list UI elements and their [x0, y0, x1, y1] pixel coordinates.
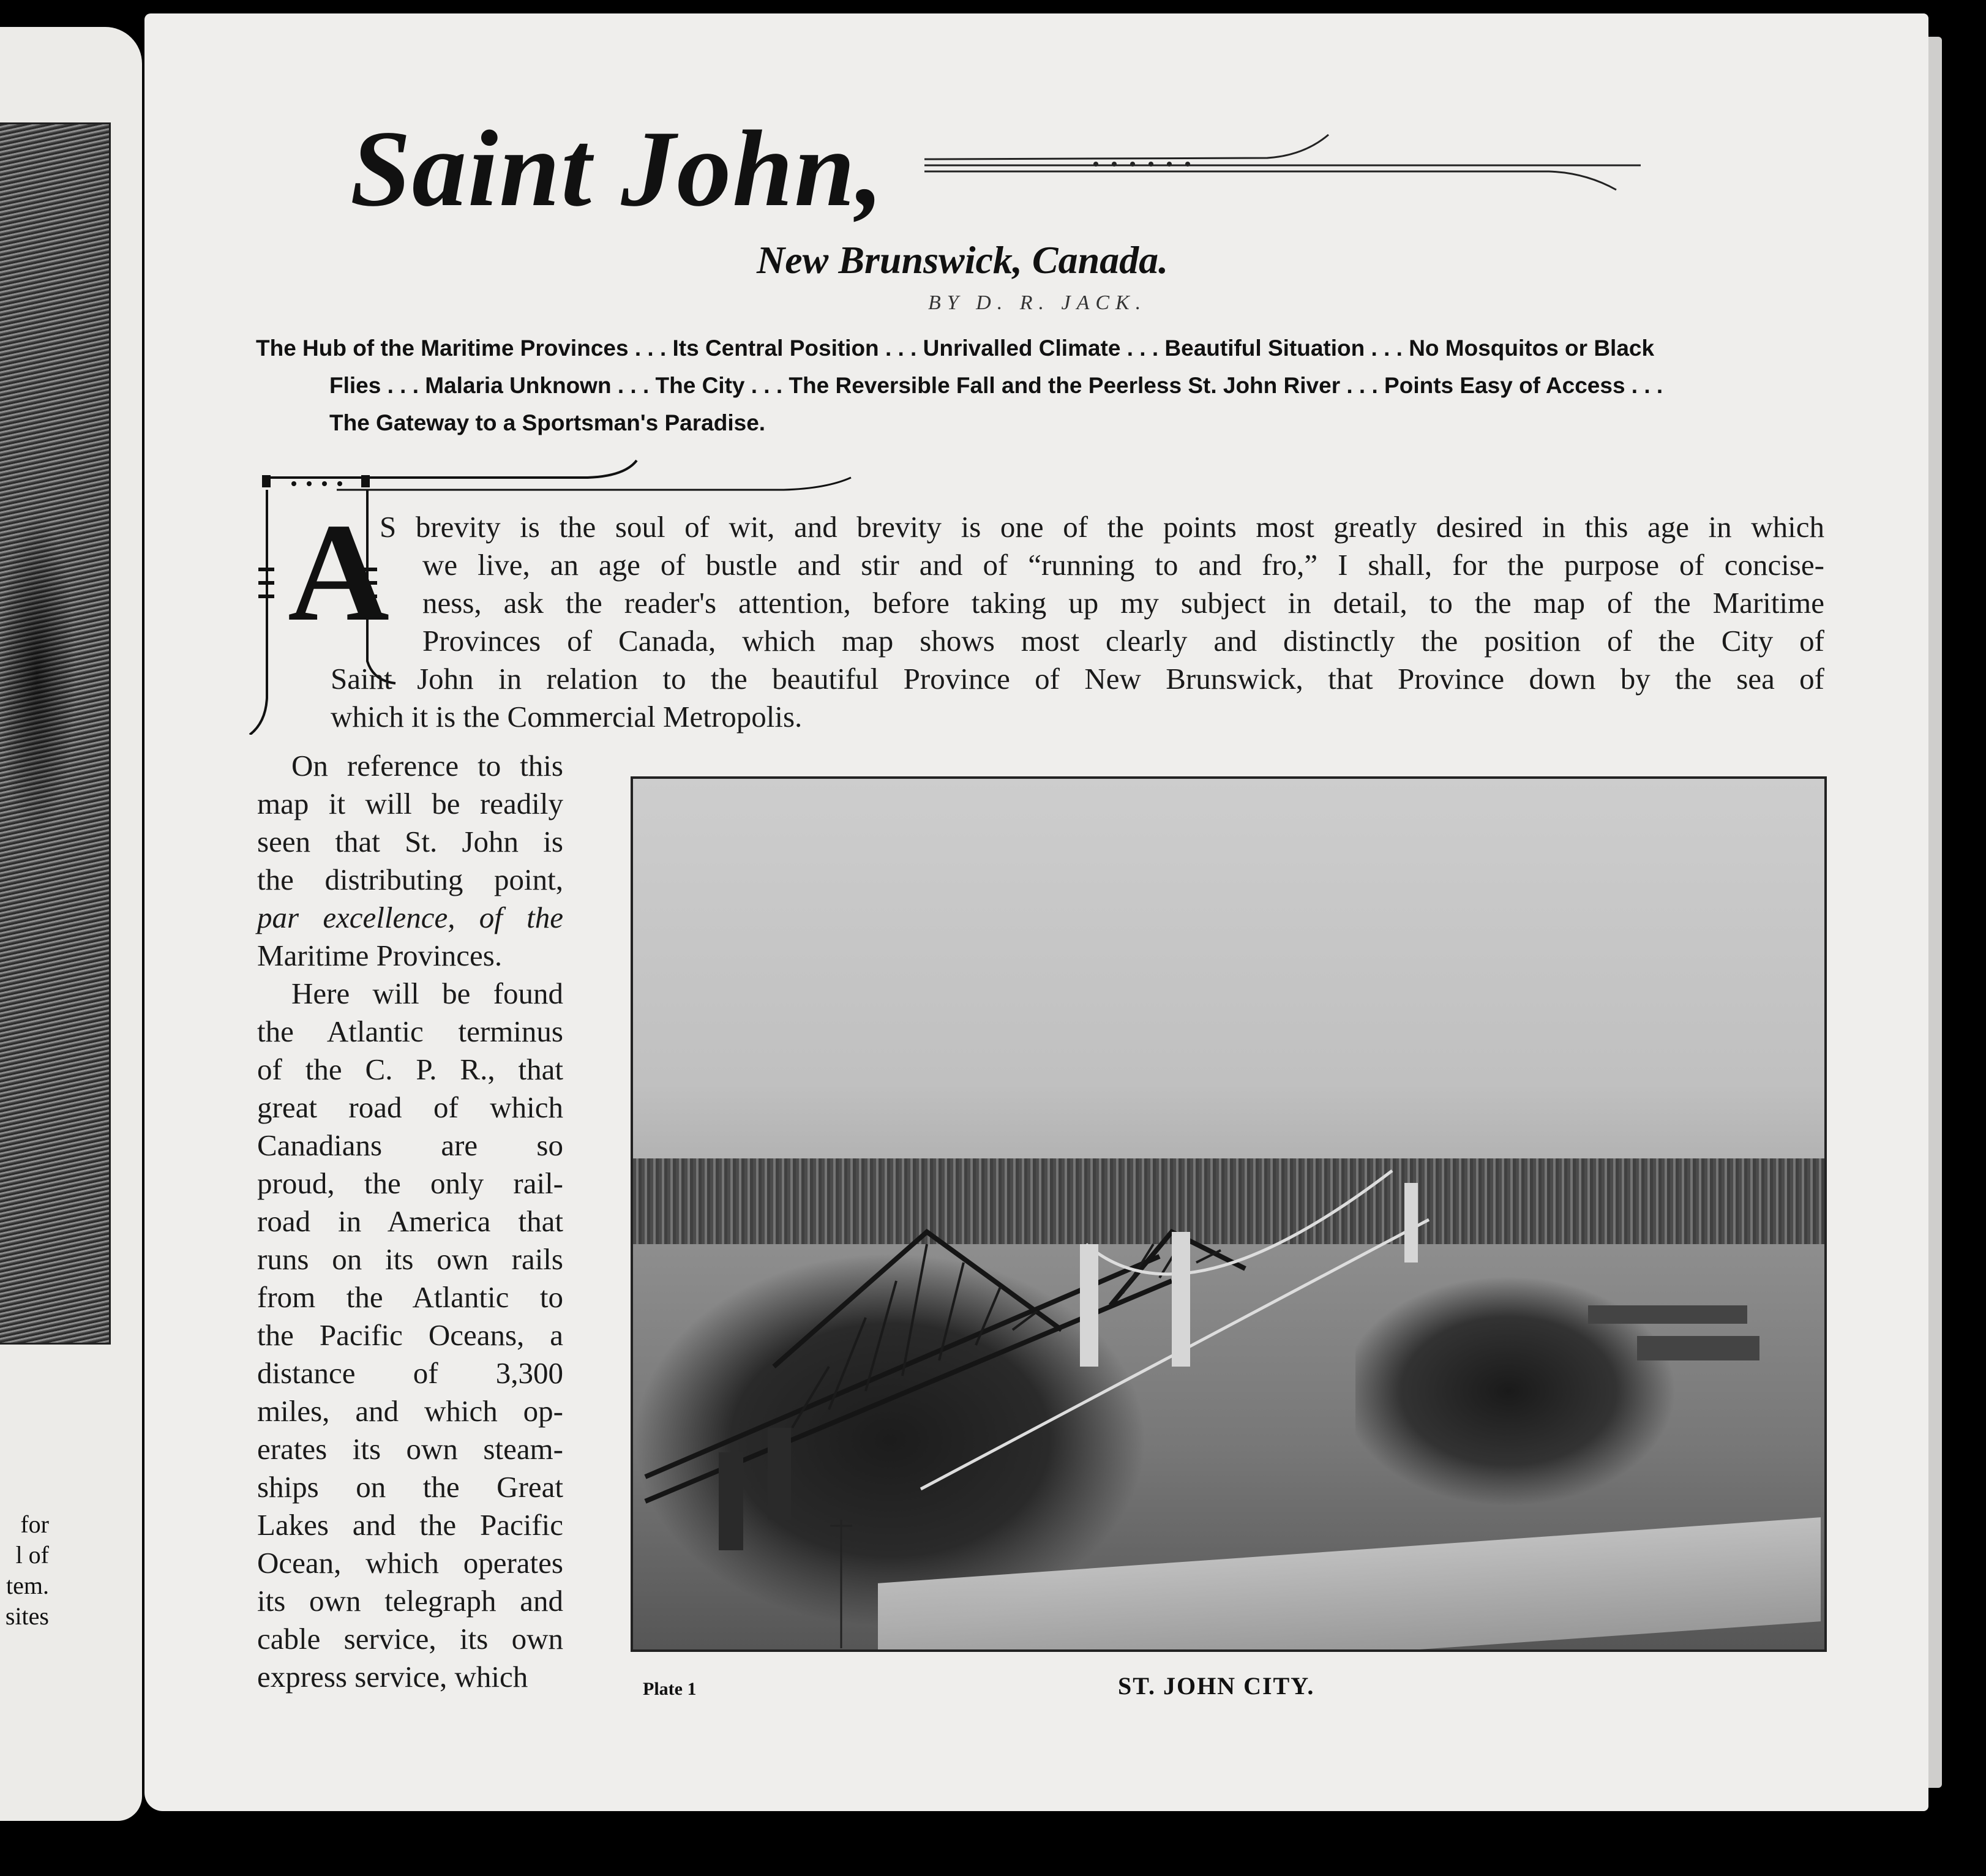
column-line: the Pacific Oceans, a [257, 1318, 563, 1352]
column-line: great road of which [257, 1090, 563, 1124]
column-line: On reference to this [291, 749, 563, 782]
paragraph-line: we live, an age of bustle and stir and of “running to and fro,” I shall, for the purpose of concise- [422, 548, 1824, 582]
narrow-column [257, 747, 563, 1696]
plate-number: Plate 1 [643, 1679, 697, 1699]
opening-paragraph [331, 508, 1824, 736]
column-line: distance of 3,300 [257, 1356, 563, 1390]
column-line: road in America that [257, 1204, 563, 1238]
column-line: Lakes and the Pacific [257, 1508, 563, 1542]
column-line: Canadians are so [257, 1128, 563, 1162]
column-line: the distributing point, [257, 863, 563, 896]
synopsis-line: Flies . . . Malaria Unknown . . . The City . . . The Reversible Fall and the Peerless St. John River . . . Points Easy of Access . . . [329, 373, 1663, 398]
previous-page-fragment: tem. [6, 1572, 49, 1599]
paragraph-line: Saint John in relation to the beautiful Province of New Brunswick, that Province down by the sea of [331, 662, 1824, 696]
previous-page-fragment: for [20, 1510, 49, 1538]
paragraph-line: Provinces of Canada, which map shows most clearly and distinctly the position of the City of [422, 624, 1824, 658]
column-line: Here will be found [291, 977, 563, 1010]
column-line: seen that St. John is [257, 825, 563, 858]
column-line: runs on its own rails [257, 1242, 563, 1276]
column-line: from the Atlantic to [257, 1280, 563, 1314]
photo-bridges [633, 779, 1824, 1649]
column-line: the Atlantic terminus [257, 1015, 563, 1048]
column-line: map it will be readily [257, 787, 563, 820]
column-line: proud, the only rail- [257, 1166, 563, 1200]
paragraph-line: ness, ask the reader's attention, before taking up my subject in detail, to the map of the Maritime [422, 586, 1824, 620]
drop-cap: A [288, 494, 390, 650]
column-line: of the C. P. R., that [257, 1052, 563, 1086]
photo-caption: ST. JOHN CITY. [1118, 1672, 1315, 1700]
page-title: Saint John, [350, 108, 885, 229]
column-line: Maritime Provinces. [257, 939, 503, 972]
column-line: cable service, its own [257, 1622, 563, 1656]
previous-page-fragment: l of [15, 1541, 49, 1569]
page-edge [1928, 37, 1942, 1788]
synopsis [256, 329, 1823, 441]
previous-page-illustration [0, 122, 111, 1345]
city-photograph [631, 776, 1827, 1652]
synopsis-line: The Hub of the Maritime Provinces . . . Its Central Position . . . Unrivalled Climate . . . Beautiful Situation . . . No Mosquitos or Black [256, 336, 1655, 361]
column-line: its own telegraph and [257, 1584, 563, 1618]
column-line: par excellence, of the [257, 901, 563, 934]
column-line: express service, which [257, 1660, 528, 1694]
title-flourish [924, 129, 1653, 208]
paragraph-line: S brevity is the soul of wit, and brevity is one of the points most greatly desired in this age in which [380, 510, 1824, 544]
column-line: Ocean, which operates [257, 1546, 563, 1580]
column-line: ships on the Great [257, 1470, 563, 1504]
paragraph-line: which it is the Commercial Metropolis. [331, 700, 803, 734]
previous-page-text [0, 1509, 49, 1632]
synopsis-line: The Gateway to a Sportsman's Paradise. [329, 410, 766, 435]
previous-page-fragment: sites [5, 1602, 49, 1630]
page-subtitle: New Brunswick, Canada. [757, 238, 1169, 282]
column-line: miles, and which op- [257, 1394, 563, 1428]
author-byline: BY D. R. JACK. [928, 291, 1147, 314]
column-line: erates its own steam- [257, 1432, 563, 1466]
